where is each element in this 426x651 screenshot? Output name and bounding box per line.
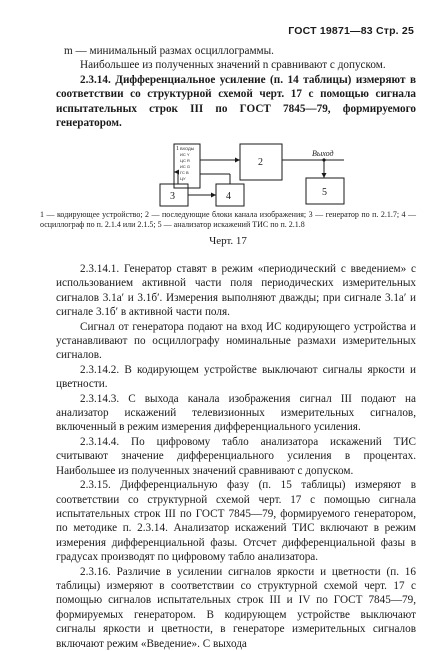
- section-text: Дифференциальное усиление (п. 14 таблицы) измеряют в соответствии со структурной схемой черт. 17 с помощью сигнала испытательных строк III по ГОСТ 7845—79, формируемого генератором.: [56, 73, 416, 130]
- svg-text:ИС G: ИС G: [180, 164, 190, 169]
- paragraph-2-3-14-2: 2.3.14.2. В кодирующем устройстве выключают сигналы яркости и цветности.: [56, 363, 416, 391]
- paragraph-2-3-15: 2.3.15. Дифференциальную фазу (п. 15 таблицы) измеряют в соответствии со структурной схемой черт. 17 с помощью сигнала испытательных строк III по ГОСТ 7845—79, формируемого генератором, по методике п. 2.3.14. Анализатор искажений ТИС включают в режим измерения дифференциальной фазы. Отсчет дифференциальной фазы в градусах производят по цифровому табло анализатора.: [56, 479, 416, 564]
- figure-caption: 1 — кодирующее устройство; 2 — последующие блоки канала изображения; 3 — генератор по п. 2.1.7; 4 — осциллограф по п. 2.1.4 или 2.1.5; 5 — анализатор искажений ТИС по п. 2.1.8: [40, 210, 416, 229]
- block-4-label: 4: [226, 191, 231, 202]
- paragraph-2-3-14-3: 2.3.14.3. С выхода канала изображения сигнал III подают на анализатор искажений телевизионных измерительных сигналов, включенный в режим измерения дифференциального усиления.: [56, 392, 416, 434]
- block-2-label: 2: [258, 157, 263, 168]
- body-text: [56, 262, 416, 651]
- svg-text:ГС B: ГС B: [180, 170, 189, 175]
- figure-number: Черт. 17: [209, 235, 247, 247]
- svg-text:ЦУ: ЦУ: [180, 176, 186, 181]
- block-3-label: 3: [170, 191, 175, 202]
- block-5-label: 5: [322, 187, 327, 198]
- paragraph-2-3-14-1: 2.3.14.1. Генератор ставят в режим «периодический с введением» с использованием активной части поля периодических измерительных сигналов 3.1а′ и 3.1б′. Измерения выполняют дважды; при сигнале 3.1а′ и сигнале 3.1б′ в активной части поля.: [56, 263, 416, 319]
- svg-text:ВХОДЫ: ВХОДЫ: [180, 146, 195, 151]
- top-text: [56, 44, 416, 130]
- section-number: 2.3.14.: [80, 73, 111, 86]
- running-header: ГОСТ 19871—83 Стр. 25: [288, 25, 414, 37]
- block-1-label: 1: [176, 146, 179, 152]
- paragraph-2-3-14: [56, 73, 416, 131]
- paragraph-2-3-14-4: 2.3.14.4. По цифровому табло анализатора искажений ТИС считывают значение дифференциального усиления в процентах. Наибольшее из полученных значений сравнивают с допуском.: [56, 435, 416, 477]
- svg-text:ИС Y: ИС Y: [180, 152, 190, 157]
- paragraph-2-3-16: 2.3.16. Различие в усилении сигналов яркости и цветности (п. 16 таблицы) измеряют в соответствии со структурной схемой черт. 17 с помощью сигналов испытательных строк III и IV по ГОСТ 7845—79, формируемых генератором. В кодирующем устройстве выключают сигналы яркости и цветности, в генераторе измерительных сигналов включают режим «Введение». С выхода: [56, 565, 416, 650]
- paragraph-max-value: Наибольшее из полученных значений n сравнивают с допуском.: [80, 59, 386, 72]
- paragraph-m-definition: m — минимальный размах осциллограммы.: [64, 45, 274, 57]
- paragraph-signal-input: Сигнал от генератора подают на вход ИС кодирующего устройства и устанавливают по осциллографу номинальные размахи измерительных сигналов.: [56, 320, 416, 362]
- output-label: Выход: [312, 149, 334, 158]
- svg-text:ЦС R: ЦС R: [180, 158, 190, 163]
